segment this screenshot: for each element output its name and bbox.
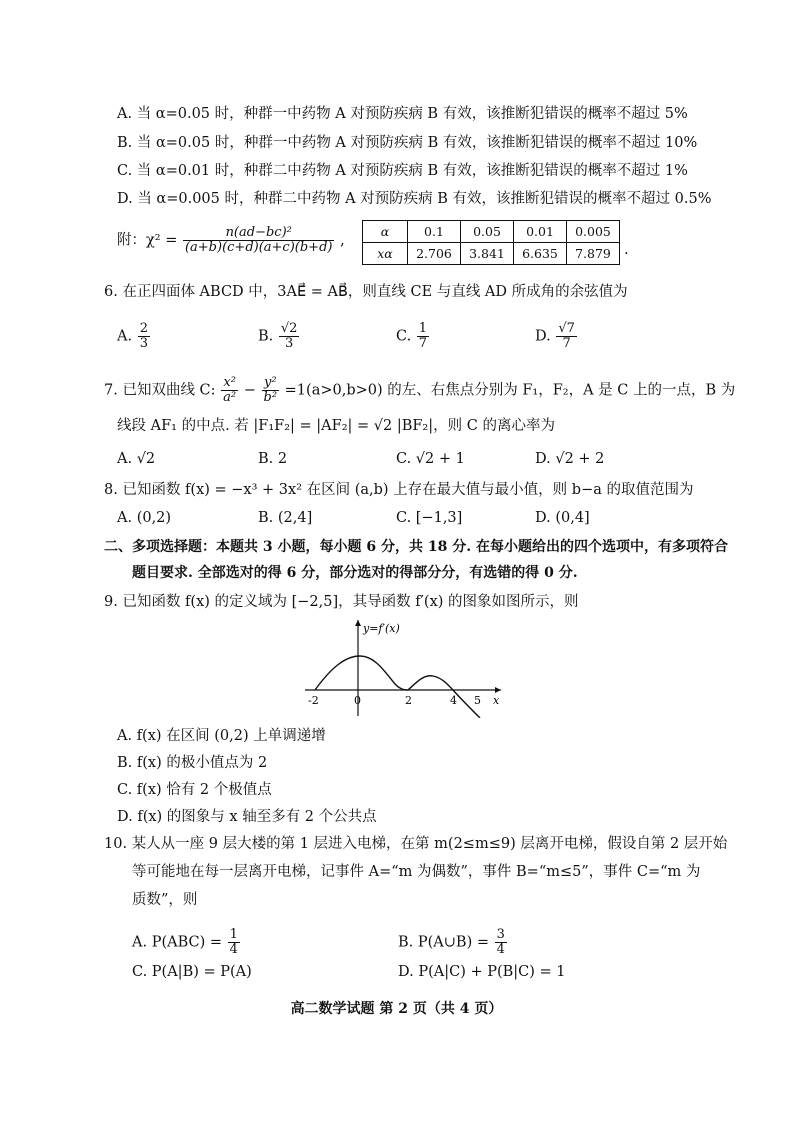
alpha-cell: 0.05 xyxy=(461,221,514,243)
q7-option-b: B. 2 xyxy=(258,451,288,467)
x-alpha-cell: 3.841 xyxy=(461,243,514,265)
graph-label: y=f′(x) xyxy=(363,622,400,635)
q7-option-a: A. √2 xyxy=(117,451,156,467)
tick-label: 2 xyxy=(405,694,412,707)
q5-option-b: B. 当 α=0.05 时，种群一中药物 A 对预防疾病 B 有效，该推断犯错误的概率不超过 10% xyxy=(117,135,698,151)
tick-label: 0 xyxy=(354,694,361,707)
q8-option-b: B. (2,4] xyxy=(258,510,313,526)
q6-option-d xyxy=(535,322,578,351)
q10-b-num: 3 xyxy=(496,927,505,942)
section2-line1: 二、多项选择题：本题共 3 小题，每小题 6 分，共 18 分. 在每小题给出的四个选项中，有多项符合 xyxy=(104,539,728,555)
formula-fraction xyxy=(183,226,335,255)
x-alpha-row xyxy=(363,243,620,265)
q7-x-den: a² xyxy=(223,390,237,405)
q6-d-num: √7 xyxy=(558,321,575,336)
q10-a-den: 4 xyxy=(229,942,238,957)
q8-option-a: A. (0,2) xyxy=(117,510,172,526)
q6-a-den: 3 xyxy=(139,336,148,351)
q10-option-d: D. P(A|C) + P(B|C) = 1 xyxy=(398,964,566,980)
q7-x-fraction xyxy=(221,376,238,405)
q6-option-b xyxy=(258,322,300,351)
q6-c-fraction xyxy=(417,322,429,351)
critical-value-table xyxy=(362,220,620,265)
x-alpha-cell: 7.879 xyxy=(567,243,620,265)
formula-prefix: 附：χ² = xyxy=(117,232,178,249)
q9-option-d: D. f(x) 的图象与 x 轴至多有 2 个公共点 xyxy=(117,809,377,825)
q6-b-den: 3 xyxy=(285,336,294,351)
q7-minus: − xyxy=(243,382,256,399)
q6-d-fraction xyxy=(556,322,577,351)
q10-a-num: 1 xyxy=(229,927,238,942)
x-alpha-cell: 6.635 xyxy=(514,243,567,265)
q9-stem: 9. 已知函数 f(x) 的定义域为 [−2,5]，其导函数 f′(x) 的图象如图所示，则 xyxy=(104,594,579,610)
q8-option-d: D. (0,4] xyxy=(535,510,590,526)
page-footer: 高二数学试题 第 2 页（共 4 页） xyxy=(290,1001,503,1017)
q9-option-c: C. f(x) 恰有 2 个极值点 xyxy=(117,782,272,798)
alpha-row xyxy=(363,221,620,243)
q7-option-c: C. √2 + 1 xyxy=(396,451,465,467)
q6-b-label: B. xyxy=(258,328,274,345)
formula-suffix: , xyxy=(340,232,345,249)
q7-x-num: x² xyxy=(221,376,238,391)
tick-label: 5 xyxy=(474,694,481,707)
q8-stem: 8. 已知函数 f(x) = −x³ + 3x² 在区间 (a,b) 上存在最大值与最小值，则 b−a 的取值范围为 xyxy=(104,482,694,498)
table-end-period: . xyxy=(624,242,629,258)
alpha-cell: 0.01 xyxy=(514,221,567,243)
formula-denominator: (a+b)(c+d)(a+c)(b+d) xyxy=(184,240,333,255)
chi-square-formula xyxy=(117,226,345,255)
q10-stem-line1: 10. 某人从一座 9 层大楼的第 1 层进入电梯，在第 m(2≤m≤9) 层离开电梯，假设自第 2 层开始 xyxy=(104,836,728,852)
q6-option-c xyxy=(396,322,430,351)
alpha-cell: 0.005 xyxy=(567,221,620,243)
q10-b-text: B. P(A∪B) = xyxy=(398,934,489,951)
q10-option-a xyxy=(132,928,241,957)
q7-stem-b: =1(a>0,b>0) 的左、右焦点分别为 F₁，F₂，A 是 C 上的一点，B 为 xyxy=(284,382,736,399)
x-alpha-cell: 2.706 xyxy=(408,243,461,265)
section2-line2: 题目要求. 全部选对的得 6 分，部分选对的得部分分，有选错的得 0 分. xyxy=(132,565,578,581)
q6-b-num: √2 xyxy=(280,321,298,336)
q6-d-label: D. xyxy=(535,328,551,345)
q7-y-den: b² xyxy=(263,390,278,405)
q6-a-label: A. xyxy=(117,328,133,345)
q9-option-a: A. f(x) 在区间 (0,2) 上单调递增 xyxy=(117,728,326,744)
q5-option-d: D. 当 α=0.005 时，种群二中药物 A 对预防疾病 B 有效，该推断犯错误的概率不超过 0.5% xyxy=(117,191,712,207)
tick-label: 4 xyxy=(450,694,457,707)
alpha-header: α xyxy=(363,221,408,243)
q8-option-c: C. [−1,3] xyxy=(396,510,463,526)
axis-x-label: x xyxy=(493,694,500,707)
q10-b-fraction xyxy=(495,928,507,957)
q5-option-a: A. 当 α=0.05 时，种群一中药物 A 对预防疾病 B 有效，该推断犯错误的概率不超过 5% xyxy=(117,106,688,122)
q10-a-text: A. P(ABC) = xyxy=(132,934,223,951)
q10-option-b xyxy=(398,928,508,957)
q6-c-num: 1 xyxy=(418,321,428,336)
q7-y-num: y² xyxy=(262,376,280,391)
formula-numerator: n(ad−bc)² xyxy=(183,226,335,241)
q6-c-den: 7 xyxy=(418,336,428,351)
q6-b-fraction xyxy=(279,322,300,351)
q7-y-fraction xyxy=(262,376,280,405)
q6-c-label: C. xyxy=(396,328,412,345)
alpha-cell: 0.1 xyxy=(408,221,461,243)
q10-stem-line2: 等可能地在每一层离开电梯，记事件 A=“m 为偶数”，事件 B=“m≤5”，事件 C=“m 为 xyxy=(132,864,701,880)
q7-option-d: D. √2 + 2 xyxy=(535,451,605,467)
q5-option-c: C. 当 α=0.01 时，种群二中药物 A 对预防疾病 B 有效，该推断犯错误的概率不超过 1% xyxy=(117,163,688,179)
q10-b-den: 4 xyxy=(496,942,505,957)
q7-stem-line1 xyxy=(104,376,735,405)
q10-a-fraction xyxy=(228,928,240,957)
q7-stem-a: 7. 已知双曲线 C: xyxy=(104,382,216,399)
q6-a-fraction xyxy=(138,322,150,351)
q9-option-b: B. f(x) 的极小值点为 2 xyxy=(117,755,268,771)
q7-stem-line2: 线段 AF₁ 的中点. 若 |F₁F₂| = |AF₂| = √2 |BF₂|，则 C 的离心率为 xyxy=(117,418,555,434)
q6-a-num: 2 xyxy=(139,321,148,336)
q6-d-den: 7 xyxy=(562,336,571,351)
x-alpha-header: xα xyxy=(363,243,408,265)
q10-option-c: C. P(A|B) = P(A) xyxy=(132,964,252,980)
q6-option-a xyxy=(117,322,151,351)
tick-label: -2 xyxy=(308,694,319,707)
q10-stem-line3: 质数”，则 xyxy=(132,892,198,908)
derivative-graph xyxy=(305,618,505,718)
q6-stem: 6. 在正四面体 ABCD 中，3AE⃗ = AB⃗，则直线 CE 与直线 AD 所成角的余弦值为 xyxy=(104,284,628,300)
